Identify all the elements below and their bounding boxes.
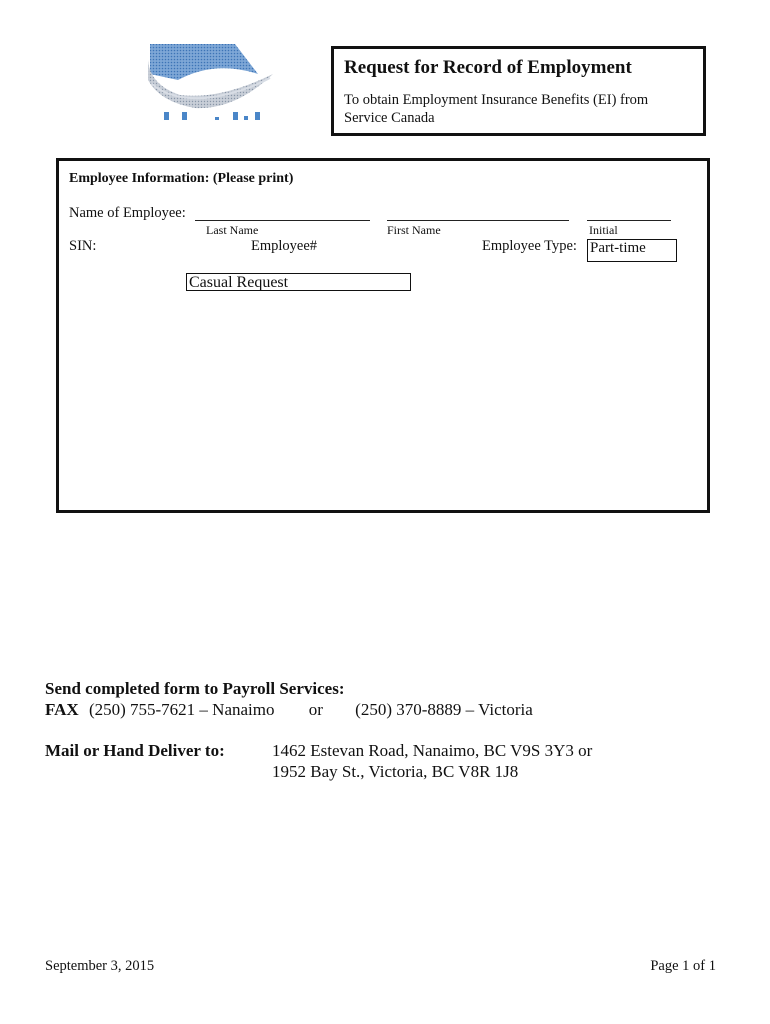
name-label: Name of Employee: [69,205,186,221]
employee-number-label: Employee# [251,238,318,254]
fax-label: FAX [45,700,79,719]
casual-request-field[interactable] [186,273,411,291]
first-name-field[interactable] [387,220,569,221]
employee-information-section [56,158,710,513]
fax-victoria: (250) 370-8889 – Victoria [355,700,533,719]
initial-caption: Initial [589,223,618,237]
page-title: Request for Record of Employment [344,57,632,78]
mail-heading: Mail or Hand Deliver to: [45,741,225,760]
employee-type-value: Part-time [590,240,646,256]
first-name-caption: First Name [387,223,441,237]
employee-type-label: Employee Type: [482,238,577,254]
page-subtitle: To obtain Employment Insurance Benefits (EI) from Service Canada [344,92,649,126]
fax-line [45,700,533,720]
employee-type-field[interactable] [587,239,677,262]
or-text: or [308,700,323,719]
initial-field[interactable] [587,220,671,221]
address-victoria: 1952 Bay St., Victoria, BC V8R 1J8 [272,762,519,781]
title-box [331,46,706,136]
footer-date: September 3, 2015 [45,958,155,974]
fax-nanaimo: (250) 755-7621 – Nanaimo [88,700,275,719]
send-instructions-heading: Send completed form to Payroll Services: [45,679,345,698]
sin-label: SIN: [69,238,97,254]
last-name-caption: Last Name [206,223,259,237]
address-nanaimo: 1462 Estevan Road, Nanaimo, BC V9S 3Y3 or [272,741,593,760]
footer-page-number: Page 1 of 1 [650,958,716,974]
organization-logo-icon [140,40,280,130]
section-heading: Employee Information: (Please print) [69,171,294,186]
casual-request-value: Casual Request [189,274,289,291]
last-name-field[interactable] [195,220,370,221]
